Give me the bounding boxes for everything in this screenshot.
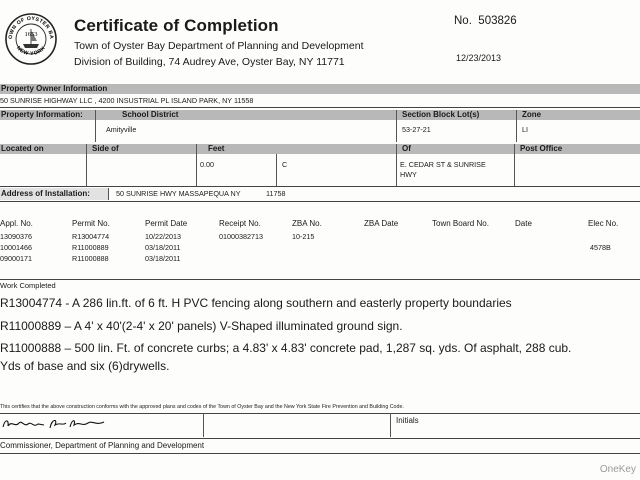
elec-no-cell: 4578B: [590, 243, 611, 252]
permit-date-cell: 03/18/2011: [145, 243, 181, 252]
receipt-no-cell: 01000382713: [219, 232, 263, 241]
divider: [390, 413, 391, 437]
signer-title: Commissioner, Department of Planning and Development: [0, 441, 205, 450]
located-on-label: Located on: [1, 144, 44, 153]
section-block-lot-label: Section Block Lot(s): [402, 110, 480, 119]
owner-value: 50 SUNRISE HIGHWAY LLC , 4200 INSUSTRIAL PL ISLAND PARK, NY 11558: [0, 96, 254, 105]
divider: [196, 144, 197, 186]
town-seal-logo: [4, 12, 58, 66]
of-value-line1: E. CEDAR ST & SUNRISE: [400, 160, 486, 169]
zone-value: LI: [522, 125, 528, 134]
permit-no-cell: R13004774: [72, 232, 110, 241]
location-section-band: [0, 144, 640, 154]
permit-date-cell: 03/18/2011: [145, 254, 181, 263]
divider: [95, 110, 96, 142]
watermark: OneKey: [599, 464, 636, 475]
zba-no-cell: 10-215: [292, 232, 315, 241]
appl-no-cell: 13090376: [0, 232, 32, 241]
direction-value: C: [282, 160, 288, 169]
division-address-line: Division of Building, 74 Audrey Ave, Oyster Bay, NY 11771: [74, 56, 345, 68]
owner-section-label: Property Owner Information: [1, 84, 108, 93]
divider: [516, 110, 517, 142]
work-line-2: R11000889 – A 4' x 40'(2-4' x 20' panels) V-Shaped illuminated ground sign.: [0, 319, 403, 333]
side-of-label: Side of: [92, 144, 119, 153]
col-receipt-no: Receipt No.: [219, 219, 261, 228]
col-elec-no: Elec No.: [588, 219, 619, 228]
svg-text:TOWN OF OYSTER BAY: OWN OF OYSTER BA: [7, 15, 55, 40]
installation-zip: 11758: [266, 189, 286, 198]
document-title: Certificate of Completion: [74, 16, 279, 35]
permit-no-cell: R11000889: [72, 243, 109, 252]
divider: [0, 438, 640, 439]
col-town-board-no: Town Board No.: [432, 219, 489, 228]
divider: [86, 144, 87, 186]
school-district-value: Amityville: [106, 125, 137, 134]
divider: [0, 453, 640, 454]
appl-no-cell: 10001466: [0, 243, 32, 252]
initials-label: Initials: [396, 416, 419, 425]
permit-no-cell: R11000888: [72, 254, 109, 263]
permit-date-cell: 10/22/2013: [145, 232, 181, 241]
divider: [0, 279, 640, 280]
col-zba-date: ZBA Date: [364, 219, 399, 228]
col-permit-date: Permit Date: [145, 219, 188, 228]
owner-section-band: [0, 84, 640, 94]
school-district-label: School District: [122, 110, 179, 119]
certificate-number-value: 503826: [478, 15, 517, 27]
col-appl-no: Appl. No.: [0, 219, 33, 228]
divider: [0, 186, 640, 187]
zone-label: Zone: [522, 110, 542, 119]
department-line: Town of Oyster Bay Department of Planning and Development: [74, 40, 364, 52]
installation-label: Address of Installation:: [1, 189, 90, 198]
divider: [203, 413, 204, 437]
certification-statement: This certifies that the above construction conforms with the approved plans and codes of the Town of Oyster Bay and the New York State Fire Prevention and Building Code.: [0, 404, 404, 410]
divider: [0, 413, 640, 414]
feet-value: 0.00: [200, 160, 214, 169]
divider: [514, 144, 515, 186]
divider: [396, 110, 397, 142]
work-line-3: R11000888 – 500 lin. Ft. of concrete curbs; a 4.83' x 4.83' concrete pad, 1,287 sq. yds. Of asphalt, 288 cub.: [0, 341, 572, 355]
divider: [0, 201, 640, 202]
divider: [396, 144, 397, 186]
divider: [108, 188, 109, 200]
col-permit-no: Permit No.: [72, 219, 110, 228]
divider: [276, 154, 277, 186]
divider: [0, 107, 640, 108]
commissioner-signature: [0, 416, 110, 432]
section-block-lot-value: 53-27-21: [402, 125, 431, 134]
work-line-1: R13004774 - A 286 lin.ft. of 6 ft. H PVC fencing along southern and easterly property boundaries: [0, 296, 512, 310]
issue-date: 12/23/2013: [456, 53, 502, 63]
certificate-number-label: No.: [454, 15, 472, 27]
post-office-label: Post Office: [520, 144, 563, 153]
of-label: Of: [402, 144, 411, 153]
appl-no-cell: 09000171: [0, 254, 32, 263]
certificate-number: [454, 15, 517, 27]
feet-label: Feet: [208, 144, 225, 153]
seal-year: 1653: [24, 31, 38, 38]
col-zba-no: ZBA No.: [292, 219, 322, 228]
col-date: Date: [515, 219, 532, 228]
property-section-band: [0, 110, 640, 120]
installation-address: 50 SUNRISE HWY MASSAPEQUA NY: [116, 189, 241, 198]
work-completed-label: Work Completed: [0, 281, 56, 290]
property-info-label: Property Information:: [1, 110, 83, 119]
of-value-line2: HWY: [400, 170, 417, 179]
svg-text:NEW YORK: NEW YORK: [15, 45, 47, 58]
work-line-4: Yds of base and six (6)drywells.: [0, 359, 170, 373]
